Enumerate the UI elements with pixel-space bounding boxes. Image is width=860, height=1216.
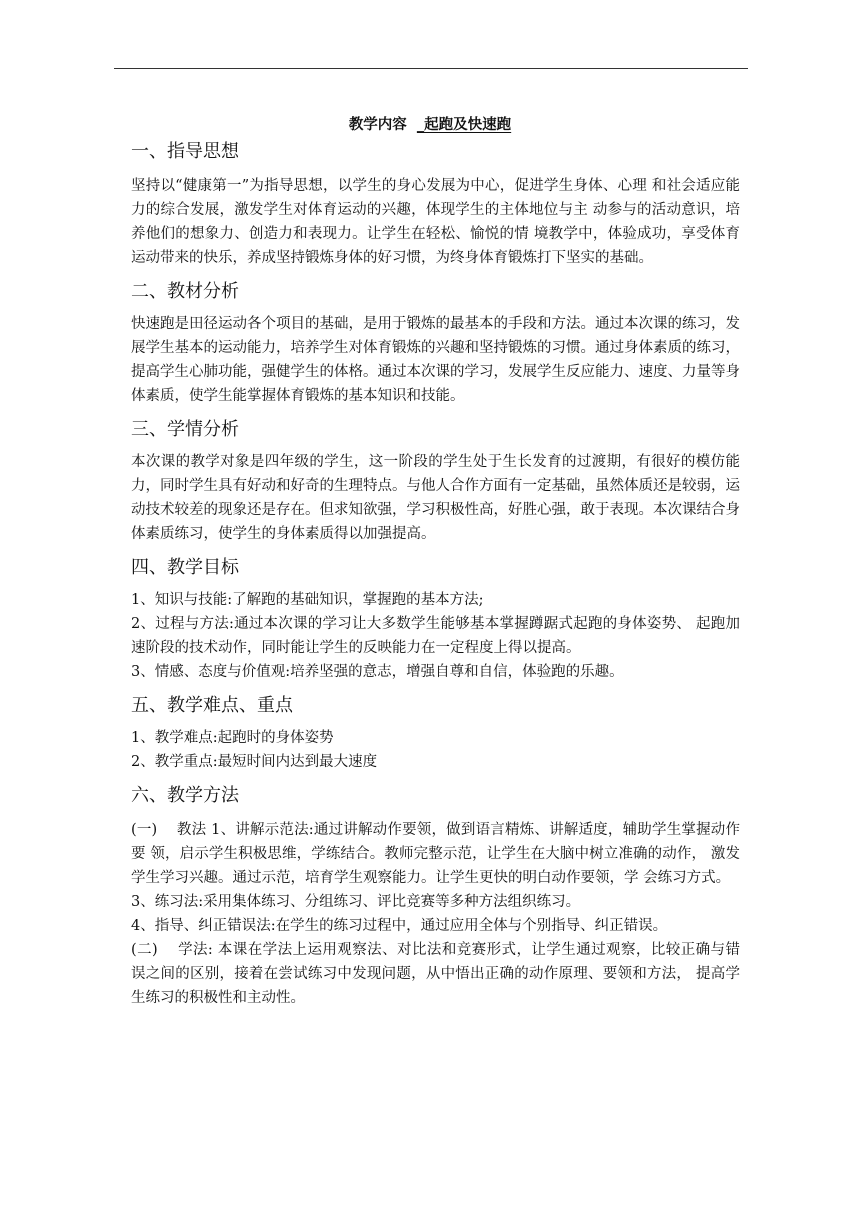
section-heading: 三、学情分析: [131, 419, 239, 440]
list-item: 4、指导、纠正错误法:在学生的练习过程中，通过应用全体与个别指导、纠正错误。: [131, 918, 668, 934]
section-heading: 五、教学难点、重点: [131, 695, 293, 716]
title-topic: _起跑及快速跑: [416, 116, 512, 133]
list-item: 2、教学重点:最短时间内达到最大速度: [131, 754, 378, 770]
document-body: [131, 138, 740, 1010]
list-item: 1、教学难点:起跑时的身体姿势: [131, 730, 334, 746]
list-item: 3、练习法:采用集体练习、分组练习、评比竞赛等多种方法组织练习。: [131, 894, 581, 910]
section-paragraph: 坚持以“健康第一”为指导思想，以学生的身心发展为中心，促进学生身体、心理 和社会适应能力的综合发展，激发学生对体育运动的兴趣，体现学生的主体地位与主 动参与的活动意识，培养他们的想象力、创造力和表现力。让学生在轻松、愉悦的情 境教学中，体验成功，享受体育运动带来的快乐，养成坚持锻炼身体的好习惯，为终身体育锻炼打下坚实的基础。: [131, 178, 740, 266]
section-heading: 一、指导思想: [131, 141, 239, 162]
lesson-title: [0, 114, 860, 136]
section-heading: 四、教学目标: [131, 557, 239, 578]
list-item: (二) 学法: 本课在学法上运用观察法、对比法和竞赛形式，让学生通过观察，比较正确与错 误之间的区别，接着在尝试练习中发现问题，从中悟出正确的动作原理、要领和方法， 提高学生练习的积极性和主动性。: [131, 942, 740, 1006]
list-item: 2、过程与方法:通过本次课的学习让大多数学生能够基本掌握蹲踞式起跑的身体姿势、 起跑加速阶段的技术动作，同时能让学生的反映能力在一定程度上得以提高。: [131, 616, 740, 656]
section-heading: 二、教材分析: [131, 281, 239, 302]
list-item: 3、情感、态度与价值观:培养坚强的意志，增强自尊和自信，体验跑的乐趣。: [131, 664, 624, 680]
header-rule: [114, 68, 748, 69]
section-paragraph: 快速跑是田径运动各个项目的基础，是用于锻炼的最基本的手段和方法。通过本次课的练习，发展学生基本的运动能力，培养学生对体育锻炼的兴趣和坚持锻炼的习惯。通过身体素质的练习，提高学生心肺功能，强健学生的体格。通过本次课的学习，发展学生反应能力、速度、力量等身体素质，使学生能掌握体育锻炼的基本知识和技能。: [131, 316, 740, 404]
section-paragraph: 本次课的教学对象是四年级的学生，这一阶段的学生处于生长发育的过渡期，有很好的模仿能力，同时学生具有好动和好奇的生理特点。与他人合作方面有一定基础，虽然体质还是较弱，运动技术较差的现象还是存在。但求知欲强，学习积极性高，好胜心强，敢于表现。本次课结合身体素质练习，使学生的身体素质得以加强提高。: [131, 454, 740, 542]
list-item: 1、知识与技能:了解跑的基础知识，掌握跑的基本方法;: [131, 592, 484, 608]
title-prefix: 教学内容: [348, 116, 417, 133]
list-item: (一) 教法 1、讲解示范法:通过讲解动作要领，做到语言精炼、讲解适度，辅助学生掌握动作要 领，启示学生积极思维，学练结合。教师完整示范，让学生在大脑中树立准确的动作， 激发学生学习兴趣。通过示范，培育学生观察能力。让学生更快的明白动作要领，学 会练习方式。: [131, 822, 740, 886]
section-heading: 六、教学方法: [131, 785, 239, 806]
